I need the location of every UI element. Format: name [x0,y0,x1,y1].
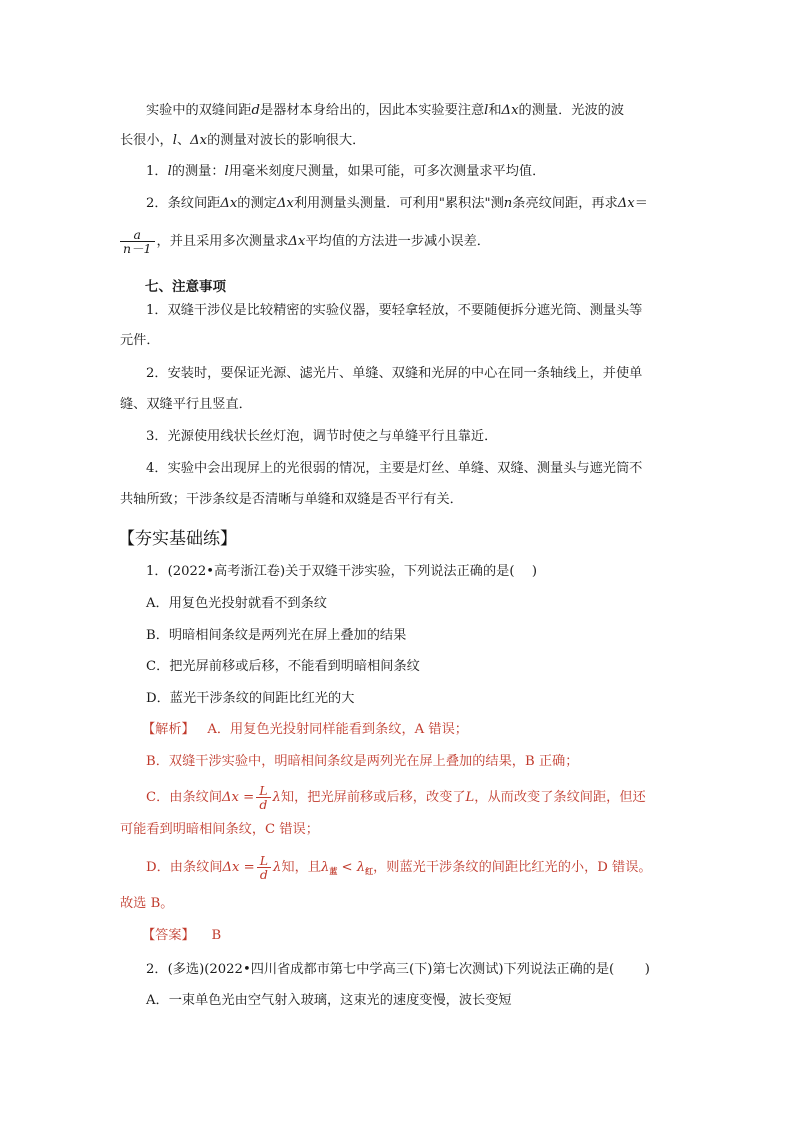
analysis-line-b: B．双缝干涉实验中，明暗相间条纹是两列光在屏上叠加的结果，B 正确； [146,754,579,769]
answer-line [142,926,221,946]
note-1-line-2: 元件． [120,333,160,348]
note-3: 3．光源使用线状长丝灯泡，调节时使之与单缝平行且靠近． [146,429,498,444]
note-2-line-1: 2．安装时，要保证光源、滤光片、单缝、双缝和光屏的中心在同一条轴线上，并使单 [146,366,643,381]
notes-heading: 七、注意事项 [145,279,226,295]
question-2-stem: 2．(多选)(2022•四川省成都市第七中学高三(下)第七次测试)下列说法正确的是( ) [146,962,650,977]
analysis-line-d: D．由条纹间Δx = $\frac{L}{d}$ λ知，且$\lambda_蓝 < \lambda_红$，则蓝光干涉条纹的间距比红光的小，D 错误。 [146,853,652,882]
question-1-option-d: D．蓝光干涉条纹的间距比红光的大 [146,691,355,706]
fraction-l-over-d-2: $\frac{L}{d}$ [257,854,271,881]
note-4-line-1: 4．实验中会出现屏上的光很弱的情况，主要是灯丝、单缝、双缝、测量头与遮光筒不 [146,461,643,476]
answer-value: B [211,928,222,943]
note-4-line-2: 共轴所致；干涉条纹是否清晰与单缝和双缝是否平行有关． [120,492,463,507]
question-1-option-b: B．明暗相间条纹是两列光在屏上叠加的结果 [146,628,407,643]
analysis-line-a: 【解析】 A．用复色光投射同样能看到条纹，A 错误； [142,722,468,737]
question-2-option-a: A．一束单色光由空气射入玻璃，这束光的速度变慢，波长变短 [146,993,512,1008]
note-1-line-1: 1．双缝干涉仪是比较精密的实验仪器，要轻拿轻放，不要随便拆分遮光筒、测量头等 [146,303,643,318]
question-1-stem: 1．(2022•高考浙江卷)关于双缝干涉实验，下列说法正确的是( ) [146,564,537,579]
practice-section-title: 【夯实基础练】 [118,529,237,549]
method-item-2-line-1: 2．条纹间距Δx的测定Δx利用测量头测量．可利用"累积法"测n条亮纹间距，再求Δx＝ [146,196,648,211]
method-paragraph-line-2: 长很小，l、Δx的测量对波长的影响很大． [120,133,366,148]
method-item-1: 1．l的测量：l用毫米刻度尺测量，如果可能，可多次测量求平均值． [146,164,546,179]
method-item-2-line-2: $\frac{a}{n-1}$ ，并且采用多次测量求Δx平均值的方法进一步减小误差． [118,228,490,255]
method-paragraph-line-1: 实验中的双缝间距d是器材本身给出的，因此本实验要注意l和Δx的测量．光波的波 [146,103,625,118]
question-1-option-a: A．用复色光投射就看不到条纹 [146,596,327,611]
analysis-line-c-cont: 可能看到明暗相间条纹，C 错误； [120,822,319,837]
analysis-conclusion: 故选 B。 [120,896,174,911]
question-1-option-c: C．把光屏前移或后移，不能看到明暗相间条纹 [146,659,420,674]
fraction-l-over-d: $\frac{L}{d}$ [256,784,270,811]
answer-label: 【答案】 [142,928,195,943]
fraction-a-over-n-minus-1: $\frac{a}{n-1}$ [120,228,155,255]
analysis-line-c: C．由条纹间Δx = $\frac{L}{d}$ λ知，把光屏前移或后移，改变了L，从而改变了条纹间距，但还 [146,783,646,812]
note-2-line-2: 缝、双缝平行且竖直． [120,397,252,412]
analysis-label: 【解析】 [142,722,195,737]
